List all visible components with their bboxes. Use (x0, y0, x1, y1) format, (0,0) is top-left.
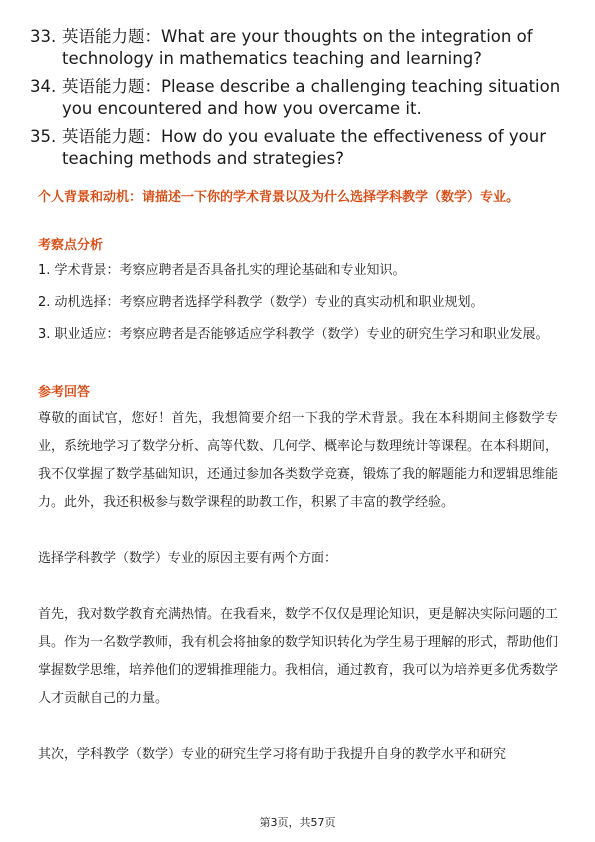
question-list (30, 26, 565, 176)
question-text: 英语能力题：What are your thoughts on the integration of technology in mathematics teaching and learning? (62, 27, 533, 68)
analysis-point: 1. 学术背景：考察应聘者是否具备扎实的理论基础和专业知识。 (38, 263, 406, 278)
answer-body (38, 405, 558, 769)
analysis-title: 考察点分析 (38, 238, 104, 253)
question-item (30, 126, 565, 170)
analysis-point: 2. 动机选择：考察应聘者选择学科教学（数学）专业的真实动机和职业规划。 (38, 295, 484, 310)
analysis-point: 3. 职业适应：考察应聘者是否能够适应学科教学（数学）专业的研究生学习和职业发展。 (38, 327, 549, 342)
question-item (30, 76, 565, 120)
question-text: 英语能力题：Please describe a challenging teaching situation you encountered and how you overcame it. (62, 77, 561, 118)
analysis-points (38, 257, 558, 353)
question-number: 34. (30, 77, 57, 96)
question-number: 33. (30, 27, 57, 46)
question-item (30, 26, 565, 70)
section-heading: 个人背景和动机：请描述一下你的学术背景以及为什么选择学科教学（数学）专业。 (38, 190, 520, 205)
question-number: 35. (30, 127, 57, 146)
question-text: 英语能力题：How do you evaluate the effectiveness of your teaching methods and strategies? (62, 127, 546, 168)
answer-paragraph: 尊敬的面试官，您好！首先，我想简要介绍一下我的学术背景。我在本科期间主修数学专业，系统地学习了数学分析、高等代数、几何学、概率论与数理统计等课程。在本科期间，我不仅掌握了数学基础知识，还通过参加各类数学竞赛，锻炼了我的解题能力和逻辑思维能力。此外，我还积极参与数学课程的助教工作，积累了丰富的教学经验。 (38, 411, 559, 510)
answer-paragraph: 首先，我对数学教育充满热情。在我看来，数学不仅仅是理论知识，更是解决实际问题的工具。作为一名数学教师，我有机会将抽象的数学知识转化为学生易于理解的形式，帮助他们掌握数学思维，培养他们的逻辑推理能力。我相信，通过教育，我可以为培养更多优秀数学人才贡献自己的力量。 (38, 607, 559, 706)
answer-title: 参考回答 (38, 385, 91, 400)
answer-paragraph: 选择学科教学（数学）专业的原因主要有两个方面： (38, 551, 338, 566)
page-footer: 第3页，共57页 (259, 816, 336, 829)
answer-paragraph: 其次，学科教学（数学）专业的研究生学习将有助于我提升自身的教学水平和研究 (38, 747, 507, 762)
